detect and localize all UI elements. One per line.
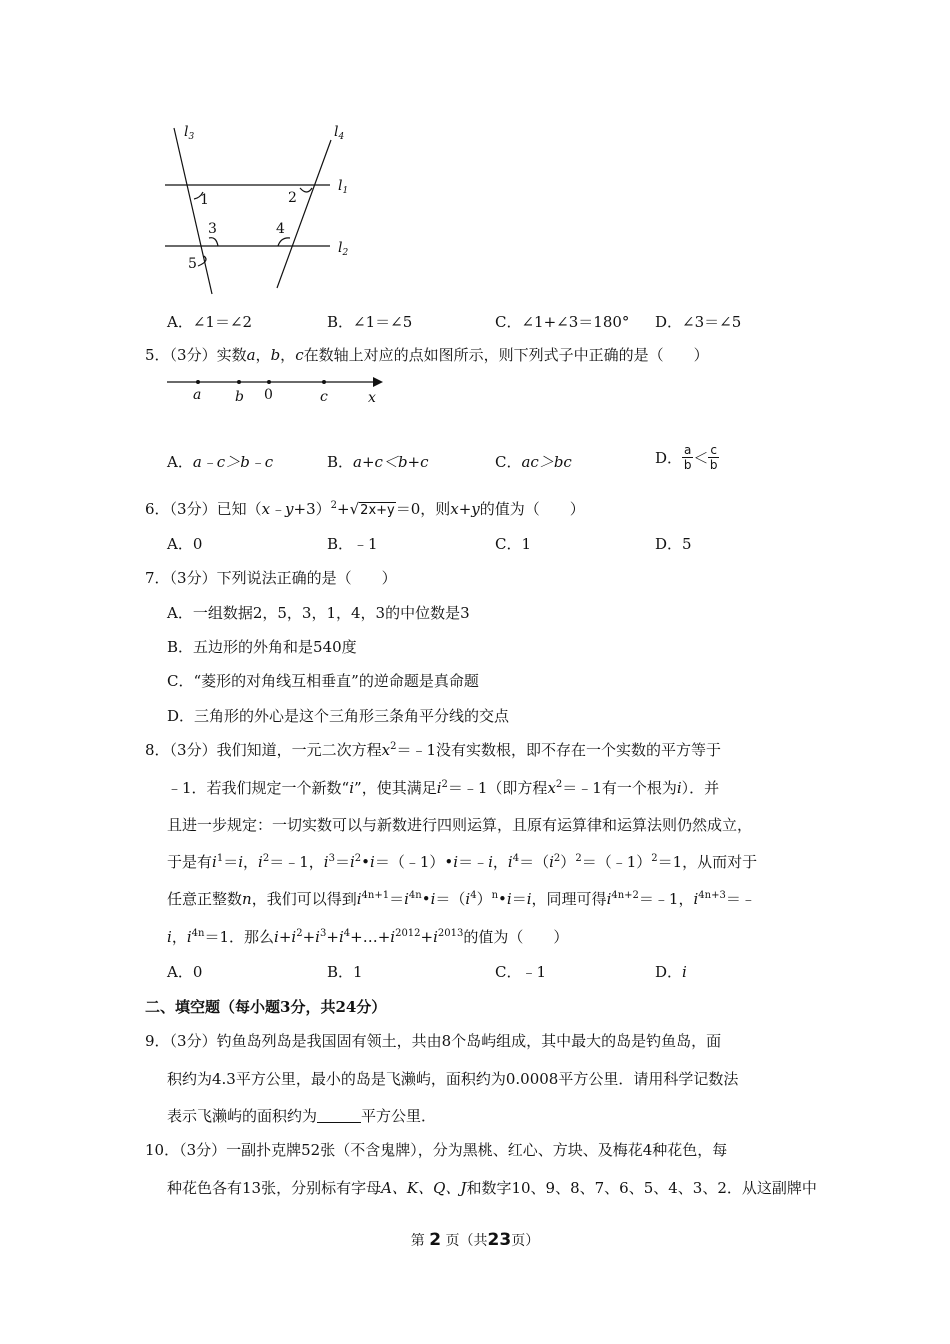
number-line — [165, 372, 395, 408]
q7-option-a: A．一组数据2，5，3，1，4，3的中位数是3 — [167, 604, 470, 622]
line-l4 — [277, 140, 331, 288]
label-l4: $l_4$ — [334, 124, 345, 142]
q7-option-c: C．“菱形的对角线互相垂直”的逆命题是真命题 — [167, 672, 479, 690]
angle-label-4: 4 — [276, 221, 285, 237]
q8-line-5: 任意正整数n，我们可以得到$i^{4n+1}=i^{4n}•i=(i^4)^n•i=i$，同理可得$i^{4n+2}=﹣1$，$i^{4n+3}=﹣$ — [167, 890, 756, 908]
q4-option-d: D．∠3＝∠5 — [655, 313, 742, 331]
q4-option-a: A．∠1＝∠2 — [167, 313, 253, 331]
fraction-c-over-b: $\frac{c}{b}$ — [709, 443, 718, 472]
q6-option-a: A．0 — [167, 535, 203, 553]
q6-option-b: B．﹣1 — [327, 535, 378, 553]
label-l3: $l_3$ — [184, 124, 195, 142]
q8-line-1: 8．（3分）我们知道，一元二次方程$x^2=﹣1$没有实数根，即不存在一个实数的平方等于 — [145, 741, 721, 759]
q7-option-d: D．三角形的外心是这个三角形三条角平分线的交点 — [167, 707, 510, 725]
q7-stem: 7．（3分）下列说法正确的是（ ） — [145, 569, 397, 587]
point-c — [322, 380, 326, 384]
q8-option-c: C．﹣1 — [495, 963, 547, 981]
angle-arc-4 — [278, 238, 290, 246]
q7-option-b: B．五边形的外角和是540度 — [167, 638, 357, 656]
angle-arc-3 — [209, 238, 218, 246]
axis-label-c: c — [320, 389, 328, 405]
q6-option-c: C．1 — [495, 535, 532, 553]
label-l1: $l_1$ — [338, 178, 349, 196]
point-a — [196, 380, 200, 384]
q6-option-d: D．5 — [655, 535, 692, 553]
q5-option-d: D． $\frac{a}{b}$ ＜ $\frac{c}{b}$ — [655, 443, 718, 472]
angle-label-3: 3 — [208, 221, 217, 237]
angle-label-2: 2 — [288, 190, 297, 206]
parallel-lines-figure — [160, 118, 360, 296]
sqrt-sign: √ — [349, 500, 360, 518]
q9-line-1: 9．（3分）钓鱼岛列岛是我国固有领土，共由8个岛屿组成，其中最大的岛是钓鱼岛，面 — [145, 1032, 722, 1050]
q8-option-d: D．i — [655, 963, 687, 981]
page-total: 23 — [487, 1230, 512, 1250]
axis-label-x: x — [368, 390, 376, 406]
q4-option-b: B．∠1＝∠5 — [327, 313, 413, 331]
q9-line-2: 积约为4.3平方公里，最小的岛是飞濑屿，面积约为0.0008平方公里．请用科学记数法 — [167, 1070, 739, 1088]
page-footer: 第 2 页（共23页） — [410, 1230, 540, 1250]
q8-line-3: 且进一步规定：一切实数可以与新数进行四则运算，且原有运算律和运算法则仍然成立， — [167, 816, 753, 834]
q8-line-4: 于是有$i^1=i$，$i^2=﹣1$，$i^3=i^2•i=(﹣1)•i=﹣i$，$i^4=(i^2)^2=(﹣1)^2=1$，从而对于 — [167, 853, 758, 871]
point-zero — [267, 380, 271, 384]
q5-option-c: C．ac＞bc — [495, 453, 572, 471]
axis-label-b: b — [235, 389, 244, 405]
section-heading-fill-in: 二、填空题（每小题3分，共24分） — [145, 998, 387, 1016]
answer-blank — [317, 1108, 361, 1123]
q8-line-2: ﹣1．若我们规定一个新数“i”，使其满足$i^2=﹣1$（即方程$x^2=﹣1$有一个根为i）．并 — [167, 779, 720, 797]
q5-option-b: B．a+c＜b+c — [327, 453, 429, 471]
fraction-a-over-b: $\frac{a}{b}$ — [683, 443, 692, 472]
axis-label-zero: 0 — [264, 387, 273, 403]
point-b — [237, 380, 241, 384]
q8-line-6: i，$i^{4n}=1$．那么$i+i^2+i^3+i^4+\dots+i^{2012}+i^{2013}$的值为（ ） — [167, 928, 569, 946]
q4-option-c: C．∠1+∠3＝180° — [495, 313, 630, 331]
q5-option-a: A．a﹣c＞b﹣c — [167, 453, 274, 471]
radicand: 2x+y — [360, 503, 395, 518]
q9-line-3: 表示飞濑屿的面积约为 平方公里． — [167, 1107, 437, 1125]
angle-label-1: 1 — [200, 192, 209, 208]
q8-option-a: A．0 — [167, 963, 203, 981]
q6-stem: 6．（3分）已知（x﹣y+3）$^2$+√2x+y＝0，则x+y的值为（ ） — [145, 500, 585, 518]
angle-label-5: 5 — [188, 256, 197, 272]
q10-line-1: 10．（3分）一副扑克牌52张（不含鬼牌），分为黑桃、红心、方块、及梅花4种花色，每 — [145, 1141, 728, 1159]
page-number: 2 — [429, 1230, 442, 1250]
q5-stem: 5．（3分）实数a，b，c在数轴上对应的点如图所示，则下列式子中正确的是（ ） — [145, 346, 709, 364]
angle-arc-2 — [300, 188, 312, 192]
q10-line-2: 种花色各有13张，分别标有字母A、K、Q、J和数字10、9、8、7、6、5、4、3、2．从这副牌中 — [167, 1179, 817, 1197]
axis-label-a: a — [193, 387, 202, 403]
label-l2: $l_2$ — [338, 240, 349, 258]
q8-option-b: B．1 — [327, 963, 363, 981]
